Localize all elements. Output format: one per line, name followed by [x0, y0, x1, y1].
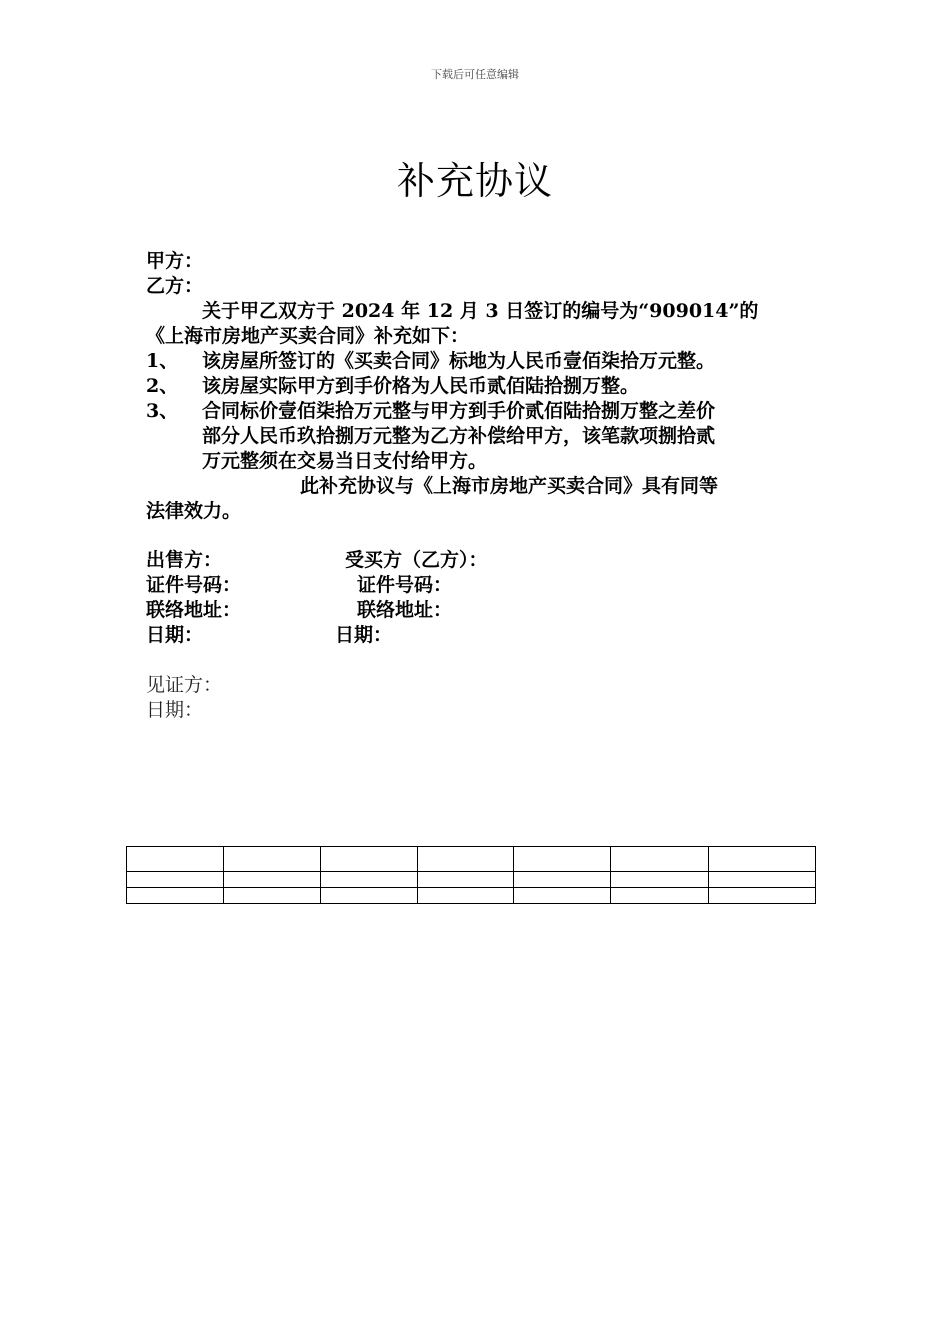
agreement-body — [146, 249, 806, 524]
party-a-label: 甲方： — [146, 250, 204, 272]
list-text: 该房屋实际甲方到手价格为人民币贰佰陆拾捌万整。 — [202, 375, 640, 397]
list-number: 3、 — [146, 400, 179, 422]
seller-date-label: 日期： — [146, 624, 204, 646]
table-cell — [709, 872, 816, 888]
buyer-date-label: 日期： — [335, 624, 393, 646]
list-item — [146, 374, 806, 399]
witness-date-label: 日期： — [146, 699, 204, 721]
closing-line-1: 此补充协议与《上海市房地产买卖合同》具有同等 — [300, 475, 719, 497]
table-cell — [417, 872, 514, 888]
buyer-address-label: 联络地址： — [357, 599, 453, 621]
table-cell — [223, 888, 320, 904]
list-item — [146, 349, 806, 374]
party-b-label: 乙方： — [146, 275, 204, 297]
table-cell — [417, 888, 514, 904]
seller-label: 出售方： — [146, 549, 223, 571]
table-cell — [223, 872, 320, 888]
table-cell — [320, 872, 417, 888]
list-number: 2、 — [146, 375, 179, 397]
list-text: 合同标价壹佰柒拾万元整与甲方到手价贰佰陆拾捌万整之差价 — [202, 400, 716, 422]
seller-id-label: 证件号码： — [146, 574, 242, 596]
table-cell — [223, 847, 320, 872]
table-cell — [611, 872, 709, 888]
table-cell — [514, 872, 611, 888]
table-row — [127, 872, 816, 888]
seller-address-label: 联络地址： — [146, 599, 242, 621]
list-number: 1、 — [146, 350, 179, 372]
table-cell — [514, 888, 611, 904]
table-row — [127, 888, 816, 904]
table-cell — [709, 888, 816, 904]
footer-table — [126, 846, 816, 904]
list-item — [146, 399, 806, 474]
witness-label: 见证方： — [146, 674, 223, 696]
buyer-label: 受买方（乙方）： — [345, 549, 488, 571]
closing-line-2: 法律效力。 — [146, 500, 242, 522]
list-text: 万元整须在交易当日支付给甲方。 — [202, 450, 488, 472]
intro-line-1: 关于甲乙双方于 2024 年 12 月 3 日签订的编号为“909014”的 — [202, 300, 759, 322]
header-note: 下载后可任意编辑 — [431, 68, 519, 81]
table-row — [127, 847, 816, 872]
witness-block — [146, 673, 222, 723]
table-cell — [514, 847, 611, 872]
table-cell — [611, 847, 709, 872]
table-cell — [611, 888, 709, 904]
table-cell — [320, 888, 417, 904]
signature-block — [146, 548, 806, 648]
list-text: 该房屋所签订的《买卖合同》标地为人民币壹佰柒拾万元整。 — [202, 350, 716, 372]
table-cell — [417, 847, 514, 872]
table-cell — [127, 872, 224, 888]
table-cell — [127, 888, 224, 904]
table-cell — [320, 847, 417, 872]
table-cell — [127, 847, 224, 872]
table-cell — [709, 847, 816, 872]
intro-line-2: 《上海市房地产买卖合同》补充如下： — [146, 325, 470, 347]
list-text: 部分人民币玖拾捌万元整为乙方补偿给甲方，该笔款项捌拾贰 — [202, 425, 716, 447]
document-title: 补充协议 — [396, 159, 553, 203]
buyer-id-label: 证件号码： — [357, 574, 453, 596]
